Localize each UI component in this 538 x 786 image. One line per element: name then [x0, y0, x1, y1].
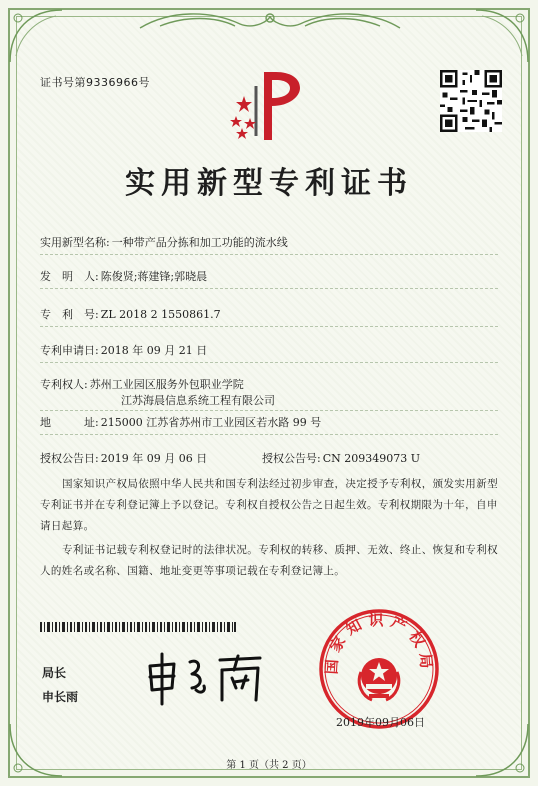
- inventor-value: 陈俊贤;蒋建锋;郭晓晨: [100, 270, 208, 283]
- qr-code-icon: [440, 70, 502, 132]
- address-label: 地 址:: [40, 416, 99, 429]
- grant-statement-paragraph: 国家知识产权局依照中华人民共和国专利法经过初步审查，决定授予专利权，颁发实用新型专利证书并在专利登记簿上予以登记。专利权自授权公告之日起生效。专利权期限为十年，自申请日起算。: [40, 478, 498, 532]
- address-row: [40, 414, 321, 430]
- patentee-value-1: 苏州工业园区服务外包职业学院: [89, 378, 244, 391]
- utility-model-name-label: 实用新型名称:: [40, 236, 110, 249]
- patentee-value-2: 江苏海晨信息系统工程有限公司: [121, 394, 275, 407]
- director-signature: [140, 648, 270, 708]
- barcode-icon: [40, 622, 236, 632]
- patent-number-value: ZL 2018 2 1550861.7: [100, 308, 221, 321]
- announcement-number-row: [262, 450, 420, 466]
- inventor-label: 发 明 人:: [40, 270, 99, 283]
- filing-date-row: [40, 342, 207, 358]
- filing-date-label: 专利申请日:: [40, 344, 99, 357]
- announcement-date-value: 2019 年 09 月 06 日: [100, 452, 208, 465]
- legal-status-paragraph: 专利证书记载专利权登记时的法律状况。专利权的转移、质押、无效、终止、恢复和专利权人的姓名或名称、国籍、地址变更等事项记载在专利登记簿上。: [40, 544, 498, 577]
- patent-number-row: [40, 306, 221, 322]
- patent-office-logo-icon: [228, 66, 308, 146]
- certificate-number: 证书号第9336966号: [40, 76, 150, 89]
- divider: [40, 254, 498, 255]
- utility-model-name-value: 一种带产品分拣和加工功能的流水线: [111, 236, 288, 249]
- certificate-title: 实用新型专利证书: [125, 166, 413, 201]
- corner-ornament-bottom-right: [472, 720, 532, 780]
- director-name: 申长雨: [42, 690, 79, 704]
- corner-ornament-top-left: [6, 6, 66, 66]
- divider: [40, 434, 498, 435]
- corner-ornament-bottom-left: [6, 720, 66, 780]
- divider: [40, 326, 498, 327]
- announcement-number-label: 授权公告号:: [262, 452, 321, 465]
- filing-date-value: 2018 年 09 月 21 日: [100, 344, 208, 357]
- svg-text:国家知识产权局: 国家知识产权局: [322, 610, 436, 675]
- page-number: 第 1 页（共 2 页）: [226, 760, 312, 771]
- corner-ornament-top-right: [472, 6, 532, 66]
- top-ornament: [130, 6, 410, 34]
- director-title: 局长: [42, 666, 67, 680]
- announcement-number-value: CN 209349073 U: [322, 452, 421, 465]
- divider: [40, 410, 498, 411]
- utility-model-name-row: [40, 234, 288, 250]
- patent-number-label: 专 利 号:: [40, 308, 99, 321]
- address-value: 215000 江苏省苏州市工业园区若水路 99 号: [100, 416, 322, 429]
- patentee-label: 专利权人:: [40, 378, 88, 391]
- seal-date: 2019年09月06日: [336, 716, 425, 729]
- announcement-date-row: [40, 450, 207, 466]
- patentee-row-2: [119, 392, 275, 408]
- divider: [40, 362, 498, 363]
- inventor-row: [40, 268, 207, 284]
- divider: [40, 288, 498, 289]
- patentee-row: [40, 376, 244, 392]
- announcement-date-label: 授权公告日:: [40, 452, 99, 465]
